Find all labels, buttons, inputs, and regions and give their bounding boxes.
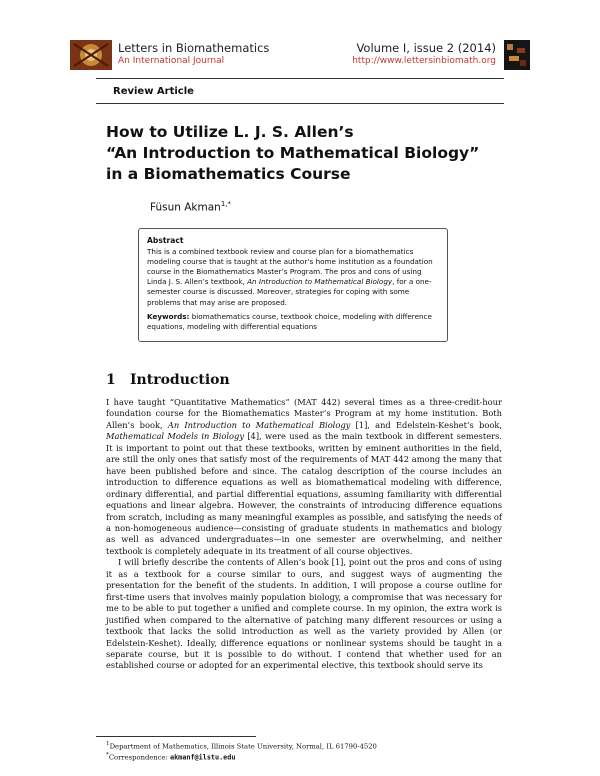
keywords <box>147 312 439 332</box>
paragraph-1: I have taught “Quantitative Mathematics” (MAT 442) several times as a three-credit-hour foundation course for the Biomathematics Master’s Program at my home institution. Both Allen’s book, An Introduction to Mathematical Biology [1], and Edelstein-Keshet’s book, Mathematical Models in Biology [4], were used as the main textbook in different semesters. It is important to point out that these textbooks, written by eminent authorities in the field, are still the only ones that satisfy most of the requirements of MAT 442 among the many that have been published before and since. The catalog description of the course includes an introduction to difference equations as well as biomathematical modeling with difference, ordinary differential, and partial differential equations, assuming familiarity with differential equations and linear algebra. However, the constraints of introducing difference equations from scratch, including as many meaningful examples as possible, and satisfying the needs of a non-homogeneous audience—consisting of graduate students in mathematics and biology as well as advanced undergraduates—in one semester are overwhelming, and neither textbook is completely adequate in its treatment of all course objectives. <box>106 397 502 556</box>
footnote-1: $^1$Department of Mathematics, Illinois State University, Normal, IL 61790-4520 <box>106 741 377 751</box>
section-title: Introduction <box>130 372 230 388</box>
title-line-2: “An Introduction to Mathematical Biology” <box>106 144 480 162</box>
abstract-box <box>138 228 448 342</box>
journal-url-link[interactable]: http://www.lettersinbiomath.org <box>352 56 496 66</box>
footnotes <box>106 740 502 763</box>
volume-issue: Volume I, issue 2 (2014) <box>356 41 496 55</box>
section-body <box>106 397 502 672</box>
footnote-2: *Correspondence: akmanf@ilstu.edu <box>106 752 236 762</box>
journal-name: Letters in Biomathematics <box>118 41 270 55</box>
journal-emblem <box>504 40 530 70</box>
title-line-1: How to Utilize L. J. S. Allen’s <box>106 123 354 141</box>
keywords-text: biomathematics course, textbook choice, modeling with difference equations, modeling with differential equations <box>147 311 432 331</box>
article-type: Review Article <box>113 86 194 97</box>
footnote-rule <box>96 736 256 737</box>
author-line <box>150 200 231 214</box>
journal-logo <box>70 40 112 70</box>
header-rule-top <box>96 78 504 79</box>
correspondence-email[interactable]: akmanf@ilstu.edu <box>169 753 236 762</box>
abstract-text: This is a combined textbook review and course plan for a biomathematics modeling course that is taught at the author’s home institution as a foundation course in the Biomathematics Master’s Program. The pros and cons of using Linda J. S. Allen’s textbook, An Introduction to Mathematical Biology, for a one-semester course is discussed. Moreover, strategies for coping with some problems that may arise are proposed. <box>147 247 433 307</box>
author-name: Füsun Akman <box>150 201 221 214</box>
author-affiliation-mark: 1,* <box>220 200 232 208</box>
abstract-heading: Abstract <box>147 236 184 245</box>
journal-subtitle: An International Journal <box>118 56 225 66</box>
header-rule-bottom <box>96 103 504 104</box>
paragraph-2: I will briefly describe the contents of Allen’s book [1], point out the pros and cons of using it as a textbook for a course similar to ours, and suggest ways of augmenting the presentation for the benefit of the students. In addition, I will propose a course outline for first-time users that involves mainly population biology, a compromise that was necessary for me to be able to put together a unified and complete course. In my opinion, the extra work is justified when compared to the alternative of patching many different resources or using a textbook that lacks the solid introduction as well as the variety provided by Allen (or Edelstein-Keshet). Ideally, difference equations or nonlinear systems should be taught in a separate course, but it is possible to do without. I contend that whether used for an established course or adopted for an experimental elective, this textbook should serve its <box>106 557 502 671</box>
article-title <box>106 122 479 185</box>
section-number: 1 <box>106 372 116 388</box>
keywords-label: Keywords: <box>147 311 190 321</box>
section-heading-introduction <box>106 372 230 388</box>
title-line-3: in a Biomathematics Course <box>106 165 351 183</box>
